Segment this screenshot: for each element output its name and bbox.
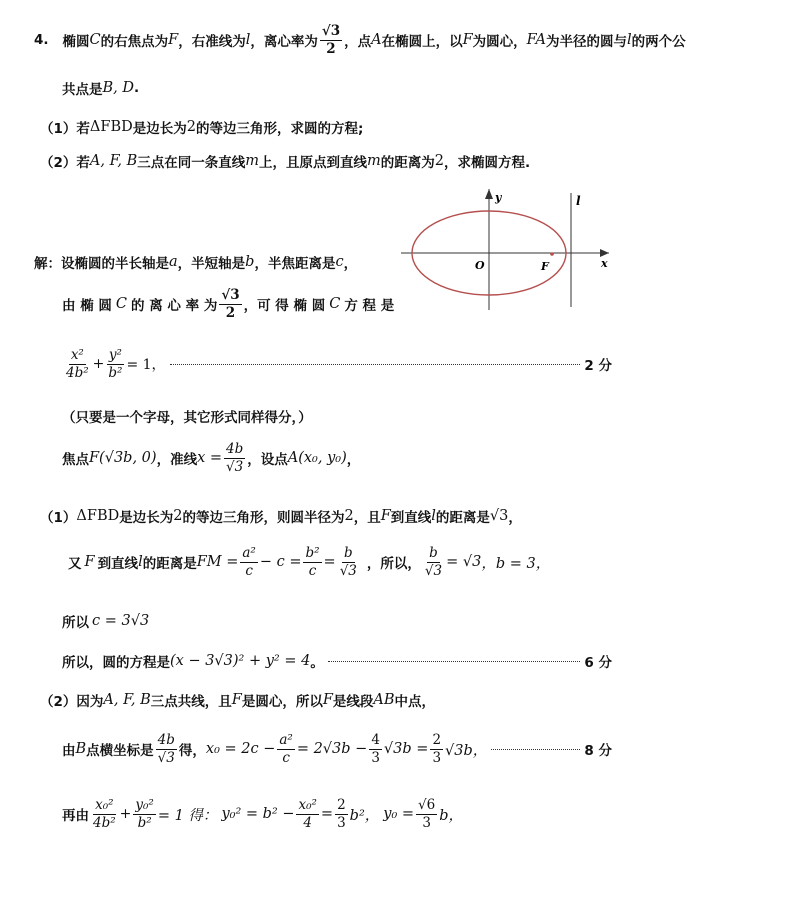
text: 是边长为 xyxy=(132,121,187,137)
text: 的距离为 xyxy=(380,155,435,171)
x-equals: x = xyxy=(197,450,223,467)
question-2 xyxy=(40,151,530,171)
y-axis-arrow xyxy=(485,189,493,199)
x0-expr: x₀ = 2c − xyxy=(205,741,276,758)
var-l: l xyxy=(138,554,143,571)
part1-line-2 xyxy=(68,546,550,579)
frac-2-3 xyxy=(430,733,443,766)
problem-line-1 xyxy=(34,24,686,57)
problem-number: 4. xyxy=(34,32,49,49)
text: 得， xyxy=(178,743,206,760)
score-2: 2 分 xyxy=(584,358,612,375)
triangle-FBD: ΔFBD xyxy=(76,508,120,524)
score-leader-dots xyxy=(328,661,581,662)
frac-x02-4b2 xyxy=(91,798,118,831)
text: 的右焦点为 xyxy=(100,34,169,51)
eccentricity-fraction xyxy=(320,24,342,57)
part1-line-3 xyxy=(62,611,149,631)
frac-num: a² xyxy=(242,545,256,561)
frac-num: a² xyxy=(279,732,293,748)
part2-line-3 xyxy=(62,798,463,831)
frac-num: x₀² xyxy=(95,797,114,813)
frac-den: 2 xyxy=(326,40,336,57)
frac-4b-sqrt3 xyxy=(224,442,245,475)
focus-directrix-line xyxy=(62,442,360,475)
var-m: m xyxy=(245,153,260,169)
frac-y2-b2 xyxy=(106,348,124,381)
text: 是圆心，所以 xyxy=(241,694,323,710)
text: 方 程 是 xyxy=(344,298,395,315)
frac-den: 3 xyxy=(422,814,431,831)
text: 又 xyxy=(68,556,82,573)
text: 的距离是 xyxy=(142,556,197,573)
frac-den: √3 xyxy=(424,562,443,579)
text: 点横坐标是 xyxy=(86,743,154,760)
scoring-note xyxy=(62,406,312,426)
number: 2 xyxy=(186,119,196,135)
number: 2 xyxy=(434,153,445,169)
frac-y02-b2 xyxy=(133,798,155,831)
var-F: F xyxy=(462,32,473,49)
frac-den: 3 xyxy=(432,749,442,766)
focus-point xyxy=(550,252,554,256)
var-B: B xyxy=(75,741,87,758)
number: 2 xyxy=(173,508,183,524)
ellipse-figure xyxy=(395,185,615,315)
part1-line-1 xyxy=(40,506,522,526)
frac-den: 2 xyxy=(225,304,236,321)
var-F: F xyxy=(322,692,333,708)
var-F: F xyxy=(168,32,179,49)
score-6: 6 分 xyxy=(584,655,612,671)
var-a: a xyxy=(169,254,178,270)
minus-c: − c = xyxy=(259,554,302,571)
score-leader-dots xyxy=(491,749,580,750)
score-8: 8 分 xyxy=(584,743,612,760)
frac-b-sqrt3 xyxy=(423,546,444,579)
text: ，准线 xyxy=(156,452,198,469)
text: 为半径的圆与 xyxy=(545,34,627,51)
problem-line-2 xyxy=(62,78,139,98)
frac-num: x² xyxy=(70,347,84,363)
text: 共点是 xyxy=(62,82,103,98)
text: 到直线 xyxy=(97,556,139,573)
frac-num: √3 xyxy=(321,23,341,39)
text: ，半焦距离是 xyxy=(254,256,336,272)
text: ，半短轴是 xyxy=(177,256,246,272)
text: 到直线 xyxy=(390,510,432,526)
ellipse-equation-line xyxy=(62,348,612,381)
text: （2）因为 xyxy=(40,694,104,710)
text: ，且 xyxy=(353,510,381,526)
triangle-FBD: ΔFBD xyxy=(89,119,133,135)
score-leader-dots xyxy=(170,364,581,365)
frac-num: 4 xyxy=(371,732,380,748)
frac-num: 4b xyxy=(226,441,244,457)
frac-b2-c xyxy=(303,546,321,579)
text: ， xyxy=(343,256,358,272)
frac-den: 4 xyxy=(303,814,312,831)
var-F: F xyxy=(380,508,391,524)
frac-den: c xyxy=(245,562,253,579)
equals: = xyxy=(320,806,334,823)
text: 所以，圆的方程是 xyxy=(62,655,170,671)
text: 是线段 xyxy=(332,694,374,710)
FM-equals: FM = xyxy=(196,554,239,571)
text: 椭圆 xyxy=(62,34,90,51)
var-AFB: A, F, B xyxy=(103,692,151,708)
eccentricity-fraction xyxy=(219,288,241,321)
frac-den: c xyxy=(308,562,317,579)
var-m: m xyxy=(367,153,381,169)
frac-num: y₀² xyxy=(135,797,154,813)
frac-num: 2 xyxy=(337,797,346,813)
text: （1） xyxy=(40,510,77,526)
text: 在椭圆上，以 xyxy=(381,34,463,51)
text: 三点共线，且 xyxy=(150,694,232,710)
text: ，设点 xyxy=(247,452,288,469)
var-FA: FA xyxy=(526,32,546,49)
frac-num: 2 xyxy=(432,732,442,748)
frac-a2-c xyxy=(277,733,294,766)
o-label: O xyxy=(475,259,485,272)
l-label: l xyxy=(576,194,581,208)
text: ，点 xyxy=(344,34,372,51)
var-l: l xyxy=(626,32,632,49)
expr: b， xyxy=(439,807,464,824)
sqrt3: √3 xyxy=(489,508,509,524)
expr: b²， xyxy=(349,807,380,824)
focus-coords: F(√3b, 0) xyxy=(89,450,157,467)
var-BD: B, D xyxy=(102,80,134,96)
frac-den: √3 xyxy=(157,749,175,766)
equation-rhs: = 1， xyxy=(126,357,166,374)
var-b: b xyxy=(245,254,255,270)
var-AFB: A, F, B xyxy=(89,153,138,169)
text: 的等边三角形，则圆半径为 xyxy=(182,510,345,526)
frac-x02-4 xyxy=(296,798,318,831)
frac-num: x₀² xyxy=(298,797,317,813)
plus: + xyxy=(92,356,105,373)
text: 是边长为 xyxy=(119,510,174,526)
var-c: c xyxy=(335,254,344,270)
var-C: C xyxy=(115,296,128,313)
text: . xyxy=(134,80,140,96)
text: ， xyxy=(346,452,361,469)
text: 再由 xyxy=(62,808,89,825)
expr: = 2√3b − xyxy=(296,741,368,758)
equals-sqrt3: = √3 xyxy=(446,554,482,571)
text: ，可 得 椭 圆 xyxy=(243,298,326,315)
text: 的距离是 xyxy=(435,510,490,526)
var-AB: AB xyxy=(373,692,395,708)
x-label: x xyxy=(601,257,608,270)
text: 中点， xyxy=(394,694,436,710)
solution-line-1 xyxy=(34,252,357,272)
frac-den: b² xyxy=(108,364,123,381)
text: 上，且原点到直线 xyxy=(259,155,368,171)
text: 的两个公 xyxy=(631,34,686,51)
text: （2）若 xyxy=(40,155,90,171)
expr: √3b = xyxy=(383,741,429,758)
text: 解：设椭圆的半长轴是 xyxy=(34,256,169,272)
frac-num: y² xyxy=(108,347,122,363)
point-A: A(x₀, y₀) xyxy=(287,450,347,467)
frac-den: 4b² xyxy=(66,364,89,381)
equals: = xyxy=(323,554,336,571)
text: 的 离 心 率 为 xyxy=(131,298,218,315)
frac-num: √3 xyxy=(221,287,240,303)
text: 。 xyxy=(310,655,324,671)
solution-line-2 xyxy=(62,288,394,321)
frac-2-3 xyxy=(335,798,348,831)
text: 三点在同一条直线 xyxy=(137,155,246,171)
frac-num: 4b xyxy=(157,732,175,748)
y0-expr: y₀ = xyxy=(383,806,415,823)
text: ， xyxy=(508,510,522,526)
text: （只要是一个字母，其它形式同样得分，） xyxy=(62,410,312,426)
text: 焦点 xyxy=(62,452,89,469)
frac-sqrt6-3 xyxy=(416,798,437,831)
text: ，求椭圆方程. xyxy=(444,155,531,171)
text: 所以 xyxy=(62,615,89,631)
b-equals-3: ，b = 3， xyxy=(481,555,551,572)
plus: + xyxy=(119,806,132,823)
part2-line-2 xyxy=(62,733,612,766)
frac-num: b xyxy=(343,545,353,561)
frac-num: b² xyxy=(305,545,320,561)
question-1 xyxy=(40,117,363,137)
frac-den: √3 xyxy=(226,458,244,475)
frac-den: √3 xyxy=(339,562,357,579)
frac-x2-4b2 xyxy=(64,348,91,381)
frac-num: √6 xyxy=(418,797,436,813)
var-l: l xyxy=(245,32,251,49)
part2-line-1 xyxy=(40,690,435,710)
text: 为圆心， xyxy=(472,34,527,51)
f-label: F xyxy=(541,260,549,273)
frac-den: 3 xyxy=(371,749,380,766)
frac-num: b xyxy=(429,545,438,561)
frac-den: b² xyxy=(137,814,152,831)
var-F: F xyxy=(231,692,242,708)
frac-4-3 xyxy=(369,733,382,766)
expr: = 1 得： xyxy=(157,807,218,824)
text: ，所以， xyxy=(366,556,421,573)
frac-4b-sqrt3 xyxy=(156,733,177,766)
part1-line-4 xyxy=(62,651,612,671)
var-l: l xyxy=(431,508,436,524)
var-C: C xyxy=(329,296,341,313)
text: 由 椭 圆 xyxy=(62,298,112,315)
var-C: C xyxy=(89,32,101,49)
frac-den: c xyxy=(282,749,290,766)
expr: √3b， xyxy=(445,742,488,759)
text: 由 xyxy=(62,743,76,760)
frac-den: 3 xyxy=(337,814,346,831)
y-label: y xyxy=(495,191,502,204)
var-A: A xyxy=(371,32,382,49)
y0-squared-expr: y₀² = b² − xyxy=(221,806,295,823)
frac-b-sqrt3 xyxy=(338,546,359,579)
text: ，右准线为 xyxy=(178,34,246,51)
frac-den: 4b² xyxy=(93,814,116,831)
text: ，离心率为 xyxy=(250,34,318,51)
text: 的等边三角形，求圆的方程; xyxy=(195,121,364,137)
x-axis-arrow xyxy=(600,249,609,257)
c-value: c = 3√3 xyxy=(92,613,150,629)
circle-equation: (x − 3√3)² + y² = 4 xyxy=(170,653,311,669)
var-F: F xyxy=(84,554,95,571)
frac-a2-c xyxy=(240,546,257,579)
number: 2 xyxy=(344,508,354,524)
text: （1）若 xyxy=(40,121,90,137)
